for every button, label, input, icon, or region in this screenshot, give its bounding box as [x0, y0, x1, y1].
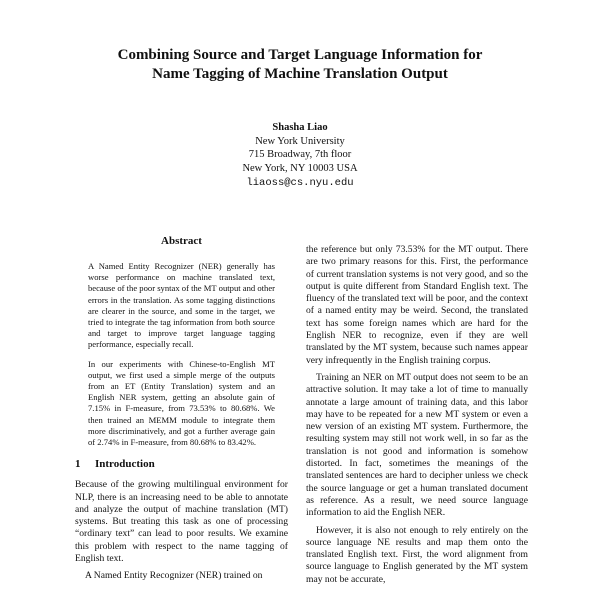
right-paragraph-3: However, it is also not enough to rely entirely on the source language NE results and map them onto the translated English text. First, the word alignment from source language to English generated by the MT system may not be accurate, [306, 524, 528, 585]
author-block [180, 121, 420, 191]
author-email: liaoss@cs.nyu.edu [246, 177, 354, 189]
author-address-line-1: 715 Broadway, 7th floor [248, 149, 352, 160]
paper-title [60, 46, 540, 84]
right-paragraph-1: the reference but only 73.53% for the MT output. There are two primary reasons for this. First, the performance of current translation systems is not very good, and so the output is quite different from Standard English text. The fluency of the translated text will be poor, and the context of a named entity may be weird. Second, the translated text has some foreign names which are hard for the English NER to recognize, even if they are well translated by the MT system, because such names appear very infrequently in the English training corpus. [306, 244, 528, 366]
right-paragraph-2: Training an NER on MT output does not seem to be an attractive solution. It may take a lot of time to manually annotate a large amount of training data, and this labor may have to be repeated for a new MT system or even a new version of an existing MT system. Furthermore, the resulting system may still not work well, in so far as the translation is not good and information is somehow distorted. In fact, sometimes the meanings of the translated sentences are hard to decipher unless we check the source language or get a human translated document as reference. As a result, we need source language information to aid the English NER. [306, 371, 528, 519]
abstract-paragraph-2: In our experiments with Chinese-to-English MT output, we first used a simple merge of the outputs from an ET (Entity Translation) system and an English NER system, getting an absolute gain of 7.15% in F-measure, from 73.53% to 80.68%. We then trained an MEMM module to integrate them more discriminatively, and got a further average gain of 2.74% in F-measure, from 80.68% to 83.42%. [88, 358, 275, 448]
intro-paragraph-2-start: A Named Entity Recognizer (NER) trained on [85, 570, 263, 582]
intro-paragraph-1: Because of the growing multilingual environment for NLP, there is an increasing need to be able to annotate and analyze the output of machine translation (MT) systems. But treating this task as one of processing “ordinary text” can lead to poor results. We examine this problem with respect to the name tagging of English text. [75, 479, 288, 565]
title-line-1: Combining Source and Target Language Information for [117, 47, 483, 63]
abstract-heading: Abstract [161, 235, 202, 247]
abstract-paragraph-1: A Named Entity Recognizer (NER) generally has worse performance on machine translated text, because of the poor syntax of the MT output and other errors in the translation. As some tagging distinctions are clearer in the source, and some in the target, we tried to integrate the tag information from both source and target to improve target language tagging performance, especially recall. [88, 261, 275, 350]
right-column [306, 244, 528, 586]
section-number: 1 [75, 458, 81, 471]
left-column [75, 235, 288, 583]
section-heading-introduction [75, 458, 288, 471]
author-address-line-2: New York, NY 10003 USA [242, 162, 358, 174]
section-title: Introduction [95, 458, 155, 471]
title-line-2: Name Tagging of Machine Translation Output [152, 66, 448, 82]
author-affiliation: New York University [255, 135, 345, 147]
author-name: Shasha Liao [272, 122, 328, 133]
